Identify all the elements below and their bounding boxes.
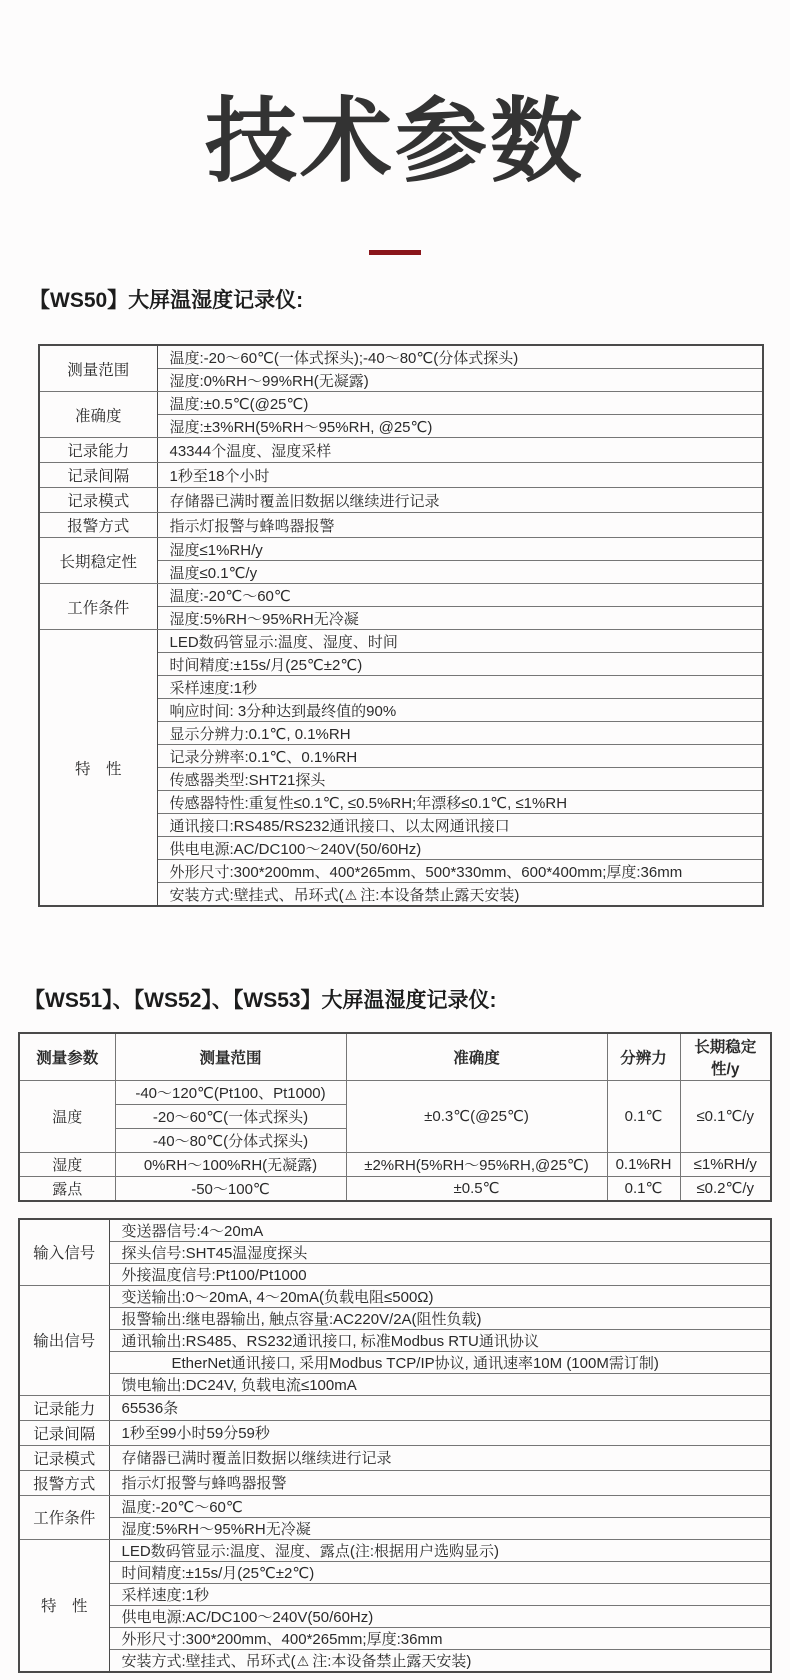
spec-label: 长期稳定性 bbox=[39, 538, 157, 584]
spec-value: 外形尺寸:300*200mm、400*265mm;厚度:36mm bbox=[109, 1627, 771, 1649]
param-resolution: 0.1℃ bbox=[607, 1176, 680, 1201]
param-row bbox=[19, 1176, 771, 1201]
warning-icon: ⚠ bbox=[344, 887, 358, 904]
spec-row bbox=[39, 438, 763, 463]
spec-value: 温度:±0.5℃(@25℃) bbox=[157, 392, 763, 415]
spec-row bbox=[19, 1517, 771, 1539]
spec-row bbox=[39, 392, 763, 415]
page-title: 技术参数 bbox=[204, 91, 585, 193]
spec-row bbox=[19, 1285, 771, 1307]
spec-label: 工作条件 bbox=[39, 584, 157, 630]
param-range: -50～100℃ bbox=[115, 1176, 346, 1201]
param-resolution: 0.1℃ bbox=[607, 1080, 680, 1152]
warning-icon: ⚠ bbox=[296, 1653, 310, 1670]
spec-value: 指示灯报警与蜂鸣器报警 bbox=[109, 1470, 771, 1495]
spec-value: 安装方式:壁挂式、吊环式(⚠ 注:本设备禁止露天安装) bbox=[157, 883, 763, 907]
spec-value: 传感器类型:SHT21探头 bbox=[157, 768, 763, 791]
spec-value: 变送输出:0～20mA, 4～20mA(负载电阻≤500Ω) bbox=[109, 1285, 771, 1307]
param-column-header: 长期稳定性/y bbox=[680, 1033, 771, 1081]
spec-row bbox=[39, 538, 763, 561]
spec-label: 准确度 bbox=[39, 392, 157, 438]
spec-row bbox=[19, 1495, 771, 1517]
spec-label: 记录能力 bbox=[39, 438, 157, 463]
param-range: -40～120℃(Pt100、Pt1000) bbox=[115, 1080, 346, 1104]
param-column-header: 分辨力 bbox=[607, 1033, 680, 1081]
spec-value: 采样速度:1秒 bbox=[157, 676, 763, 699]
spec-row bbox=[19, 1241, 771, 1263]
spec-value: 通讯输出:RS485、RS232通讯接口, 标准Modbus RTU通讯协议 bbox=[109, 1329, 771, 1351]
spec-value: LED数码管显示:温度、湿度、露点(注:根据用户选购显示) bbox=[109, 1539, 771, 1561]
param-stability: ≤0.2℃/y bbox=[680, 1176, 771, 1201]
spec-value: 记录分辨率:0.1℃、0.1%RH bbox=[157, 745, 763, 768]
spec-label: 特 性 bbox=[19, 1539, 109, 1672]
spec-value: 65536条 bbox=[109, 1395, 771, 1420]
spec-row bbox=[19, 1627, 771, 1649]
spec-label: 记录间隔 bbox=[39, 463, 157, 488]
section-ws50-heading: 【WS50】大屏温湿度记录仪: bbox=[29, 289, 304, 312]
spec-value: 温度:-20℃～60℃ bbox=[109, 1495, 771, 1517]
spec-value: 通讯接口:RS485/RS232通讯接口、以太网通讯接口 bbox=[157, 814, 763, 837]
spec-value: 变送器信号:4～20mA bbox=[109, 1219, 771, 1242]
spec-row bbox=[19, 1649, 771, 1672]
spec-value: 湿度:5%RH～95%RH无冷凝 bbox=[157, 607, 763, 630]
spec-row bbox=[39, 488, 763, 513]
spec-row bbox=[19, 1470, 771, 1495]
spec-value: 存储器已满时覆盖旧数据以继续进行记录 bbox=[109, 1445, 771, 1470]
ws51-spec-table bbox=[18, 1218, 772, 1673]
spec-row bbox=[19, 1445, 771, 1470]
spec-value: 响应时间: 3分种达到最终值的90% bbox=[157, 699, 763, 722]
param-name: 湿度 bbox=[19, 1152, 115, 1176]
param-accuracy: ±0.3℃(@25℃) bbox=[346, 1080, 607, 1152]
spec-value: 供电电源:AC/DC100～240V(50/60Hz) bbox=[109, 1605, 771, 1627]
spec-value: 湿度:5%RH～95%RH无冷凝 bbox=[109, 1517, 771, 1539]
param-range: -20～60℃(一体式探头) bbox=[115, 1104, 346, 1128]
param-stability: ≤1%RH/y bbox=[680, 1152, 771, 1176]
spec-row bbox=[19, 1329, 771, 1351]
spec-value: 温度:-20～60℃(一体式探头);-40～80℃(分体式探头) bbox=[157, 345, 763, 369]
title-divider bbox=[369, 250, 421, 255]
spec-row bbox=[39, 584, 763, 607]
param-column-header: 准确度 bbox=[346, 1033, 607, 1081]
spec-value: 存储器已满时覆盖旧数据以继续进行记录 bbox=[157, 488, 763, 513]
spec-value: 温度≤0.1℃/y bbox=[157, 561, 763, 584]
spec-row bbox=[19, 1561, 771, 1583]
spec-label: 报警方式 bbox=[19, 1470, 109, 1495]
section-ws51-ws52-ws53-heading: 【WS51】、【WS52】、【WS53】大屏温湿度记录仪: bbox=[24, 989, 497, 1013]
param-range: -40～80℃(分体式探头) bbox=[115, 1128, 346, 1152]
spec-value: 1秒至18个小时 bbox=[157, 463, 763, 488]
spec-row bbox=[19, 1539, 771, 1561]
spec-row bbox=[39, 345, 763, 369]
spec-value: 外接温度信号:Pt100/Pt1000 bbox=[109, 1263, 771, 1285]
param-row bbox=[19, 1152, 771, 1176]
spec-value: 时间精度:±15s/月(25℃±2℃) bbox=[109, 1561, 771, 1583]
param-row bbox=[19, 1080, 771, 1104]
spec-label: 特 性 bbox=[39, 630, 157, 907]
spec-value: 湿度:0%RH～99%RH(无凝露) bbox=[157, 369, 763, 392]
spec-row bbox=[19, 1351, 771, 1373]
param-resolution: 0.1%RH bbox=[607, 1152, 680, 1176]
spec-row bbox=[19, 1395, 771, 1420]
spec-value: 1秒至99小时59分59秒 bbox=[109, 1420, 771, 1445]
spec-label: 记录模式 bbox=[39, 488, 157, 513]
spec-row bbox=[39, 513, 763, 538]
spec-value: 报警输出:继电器输出, 触点容量:AC220V/2A(阻性负载) bbox=[109, 1307, 771, 1329]
param-column-header: 测量范围 bbox=[115, 1033, 346, 1081]
spec-row bbox=[39, 630, 763, 653]
param-table-header-row bbox=[19, 1033, 771, 1081]
spec-label: 输入信号 bbox=[19, 1219, 109, 1286]
spec-value: 安装方式:壁挂式、吊环式(⚠ 注:本设备禁止露天安装) bbox=[109, 1649, 771, 1672]
param-stability: ≤0.1℃/y bbox=[680, 1080, 771, 1152]
spec-value: 显示分辨力:0.1℃, 0.1%RH bbox=[157, 722, 763, 745]
spec-value: 指示灯报警与蜂鸣器报警 bbox=[157, 513, 763, 538]
spec-label: 记录间隔 bbox=[19, 1420, 109, 1445]
spec-row bbox=[19, 1373, 771, 1395]
spec-label: 工作条件 bbox=[19, 1495, 109, 1539]
spec-value: 温度:-20℃～60℃ bbox=[157, 584, 763, 607]
spec-row bbox=[19, 1263, 771, 1285]
spec-label: 记录能力 bbox=[19, 1395, 109, 1420]
spec-value: 湿度:±3%RH(5%RH～95%RH, @25℃) bbox=[157, 415, 763, 438]
param-accuracy: ±0.5℃ bbox=[346, 1176, 607, 1201]
spec-row bbox=[19, 1219, 771, 1242]
spec-row bbox=[19, 1307, 771, 1329]
spec-label: 输出信号 bbox=[19, 1285, 109, 1395]
spec-row bbox=[19, 1583, 771, 1605]
spec-row bbox=[19, 1420, 771, 1445]
spec-value: 传感器特性:重复性≤0.1℃, ≤0.5%RH;年漂移≤0.1℃, ≤1%RH bbox=[157, 791, 763, 814]
spec-label: 记录模式 bbox=[19, 1445, 109, 1470]
spec-value: 探头信号:SHT45温湿度探头 bbox=[109, 1241, 771, 1263]
spec-row bbox=[19, 1605, 771, 1627]
param-name: 露点 bbox=[19, 1176, 115, 1201]
param-name: 温度 bbox=[19, 1080, 115, 1152]
spec-value: EtherNet通讯接口, 采用Modbus TCP/IP协议, 通讯速率10M (100M需订制) bbox=[109, 1351, 771, 1373]
spec-value: LED数码管显示:温度、湿度、时间 bbox=[157, 630, 763, 653]
spec-value: 湿度≤1%RH/y bbox=[157, 538, 763, 561]
param-column-header: 测量参数 bbox=[19, 1033, 115, 1081]
param-accuracy: ±2%RH(5%RH～95%RH,@25℃) bbox=[346, 1152, 607, 1176]
spec-value: 时间精度:±15s/月(25℃±2℃) bbox=[157, 653, 763, 676]
ws51-measure-param-table bbox=[18, 1032, 772, 1202]
ws50-spec-table bbox=[38, 344, 764, 907]
spec-label: 测量范围 bbox=[39, 345, 157, 392]
spec-label: 报警方式 bbox=[39, 513, 157, 538]
spec-value: 外形尺寸:300*200mm、400*265mm、500*330mm、600*400mm;厚度:36mm bbox=[157, 860, 763, 883]
spec-row bbox=[39, 463, 763, 488]
spec-value: 43344个温度、湿度采样 bbox=[157, 438, 763, 463]
param-range: 0%RH～100%RH(无凝露) bbox=[115, 1152, 346, 1176]
spec-value: 馈电输出:DC24V, 负载电流≤100mA bbox=[109, 1373, 771, 1395]
spec-value: 供电电源:AC/DC100～240V(50/60Hz) bbox=[157, 837, 763, 860]
spec-value: 采样速度:1秒 bbox=[109, 1583, 771, 1605]
